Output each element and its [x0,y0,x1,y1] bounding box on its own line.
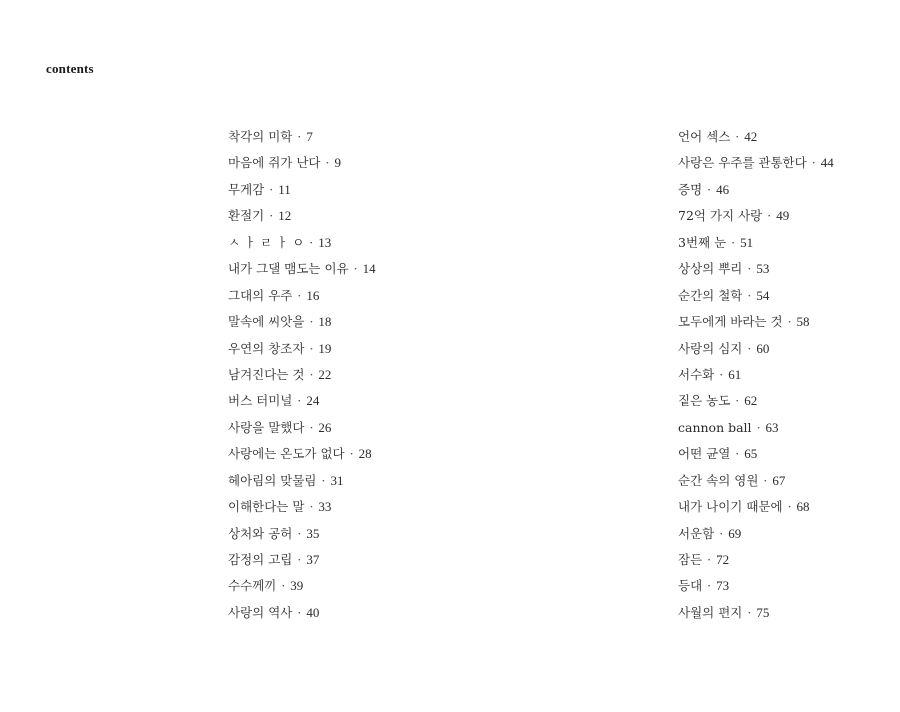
toc-entry-page-number: 7 [306,129,313,144]
toc-entry-title: ㅅ ㅏ ㄹ ㅏ ㅇ [228,234,305,250]
toc-entry-title: 사랑의 역사 [228,604,293,620]
toc-entry[interactable] [228,417,528,443]
toc-entry[interactable] [228,152,528,178]
toc-entry-separator: · [811,155,816,171]
toc-entry-separator: · [281,578,286,594]
toc-entry[interactable] [678,496,888,522]
toc-entry-page-number: 39 [290,578,304,594]
toc-entry-title: 서수화 [678,366,715,382]
toc-entry-page-number: 9 [334,155,341,171]
toc-entry-page-number: 65 [744,446,758,462]
toc-entry-separator: · [767,208,772,224]
toc-entry-page-number: 68 [796,499,810,515]
toc-entry-separator: · [747,287,752,303]
toc-entry-separator: · [707,578,712,594]
toc-entry-page-number: 60 [756,340,770,356]
toc-entry-separator: · [349,446,354,462]
toc-entry-separator: · [309,419,314,435]
toc-entry[interactable] [678,443,888,469]
toc-entry-page-number: 18 [318,314,332,330]
toc-entry[interactable] [228,470,528,496]
toc-entry-title: 증명 [678,181,703,197]
toc-entry-page-number: 51 [740,234,754,250]
toc-entry-separator: · [787,314,792,330]
toc-entry[interactable] [228,258,528,284]
toc-entry-title: 언어 섹스 [678,129,731,144]
toc-entry-page-number: 12 [278,208,292,224]
toc-entry[interactable] [678,364,888,390]
toc-entry-title: 이해한다는 말 [228,499,305,515]
toc-entry-separator: · [297,604,302,620]
toc-entry-page-number: 63 [765,419,779,435]
toc-entry-title: 모두에게 바라는 것 [678,314,783,330]
toc-entry-page-number: 73 [716,578,730,594]
toc-entry-page-number: 69 [728,525,742,541]
toc-entry-separator: · [325,155,330,171]
toc-entry[interactable] [228,285,528,311]
toc-entry-page-number: 11 [278,181,291,197]
toc-entry-separator: · [269,208,274,224]
toc-entry-title: 감정의 고립 [228,552,293,567]
toc-entry-page-number: 16 [306,287,320,303]
toc-entry[interactable] [678,126,888,152]
toc-entry-page-number: 28 [358,446,372,462]
toc-entry-title: 72억 가지 사랑 [678,208,763,224]
toc-entry-page-number: 33 [318,499,332,515]
toc-entry-separator: · [747,604,752,620]
toc-entry-separator: · [731,234,736,250]
toc-entry-title: 사랑에는 온도가 없다 [228,446,345,462]
toc-entry-separator: · [353,261,358,277]
toc-entry[interactable] [228,602,528,628]
toc-entry-title: 사월의 편지 [678,604,743,620]
toc-entry-separator: · [735,446,740,462]
toc-entry-page-number: 44 [820,155,834,171]
toc-entry[interactable] [678,179,888,205]
toc-entry[interactable] [228,549,528,575]
toc-entry-separator: · [309,234,314,250]
toc-entry-separator: · [707,181,712,197]
toc-entry-separator: · [297,525,302,541]
toc-entry-separator: · [747,340,752,356]
toc-entry-title: 서운함 [678,525,715,541]
toc-entry-page-number: 58 [796,314,810,330]
toc-entry[interactable] [228,364,528,390]
toc-entry[interactable] [678,258,888,284]
toc-entry-title: 말속에 씨앗을 [228,314,305,330]
toc-entry[interactable] [228,126,528,152]
toc-entry-title: 헤아림의 맞물림 [228,472,317,488]
toc-entry-separator: · [297,287,302,303]
toc-entry-separator: · [309,314,314,330]
toc-entry-title: cannon ball [678,419,752,435]
toc-entry[interactable] [228,205,528,231]
toc-entry[interactable] [228,443,528,469]
toc-entry-title: 버스 터미널 [228,393,293,409]
toc-entry-separator: · [707,552,712,567]
toc-entry-page-number: 14 [362,261,376,277]
toc-entry-page-number: 46 [716,181,730,197]
toc-entry-page-number: 72 [716,552,730,567]
toc-entry-page-number: 19 [318,340,332,356]
toc-entry-separator: · [297,552,302,567]
toc-entry-title: 상처와 공허 [228,525,293,541]
toc-entry-title: 잠든 [678,552,703,567]
toc-entry-page-number: 31 [330,472,344,488]
toc-entry[interactable] [228,338,528,364]
toc-entry-page-number: 37 [306,552,320,567]
toc-entry-page-number: 42 [744,129,758,144]
toc-entry-title: 짙은 농도 [678,393,731,409]
toc-entry[interactable] [228,496,528,522]
toc-entry[interactable] [678,470,888,496]
toc-entry-page-number: 22 [318,366,332,382]
toc-entry-title: 사랑의 심지 [678,340,743,356]
toc-entry-page-number: 61 [728,366,742,382]
toc-entry-title: 우연의 창조자 [228,340,305,356]
toc-entry[interactable] [678,390,888,416]
toc-entry[interactable] [678,285,888,311]
toc-entry-separator: · [321,472,326,488]
toc-entry[interactable] [228,311,528,337]
toc-entry[interactable] [678,523,888,549]
toc-entry[interactable] [678,152,888,178]
toc-entry[interactable] [228,390,528,416]
toc-entry[interactable] [678,602,888,628]
toc-entry-title: 등대 [678,578,703,594]
toc-entry-separator: · [297,129,302,144]
toc-entry-separator: · [309,499,314,515]
toc-entry-separator: · [787,499,792,515]
toc-entry[interactable] [678,205,888,231]
toc-entry-title: 착각의 미학 [228,129,293,144]
toc-entry-title: 마음에 쥐가 난다 [228,155,321,171]
toc-entry-title: 내가 그댈 맴도는 이유 [228,261,349,277]
toc-entry-title: 순간 속의 영원 [678,472,759,488]
toc-entry-separator: · [269,181,274,197]
toc-right-column [678,126,888,628]
toc-entry-separator: · [756,419,761,435]
toc-entry-title: 3번째 눈 [678,234,727,250]
toc-entry-separator: · [763,472,768,488]
toc-entry-page-number: 24 [306,393,320,409]
toc-entry-page-number: 67 [772,472,786,488]
toc-entry-title: 수수께끼 [228,578,277,594]
toc-entry[interactable] [678,338,888,364]
toc-entry[interactable] [678,232,888,258]
toc-entry-page-number: 40 [306,604,320,620]
toc-left-column [228,126,528,628]
toc-entry-page-number: 35 [306,525,320,541]
toc-entry-separator: · [309,340,314,356]
toc-entry-separator: · [735,393,740,409]
toc-entry-page-number: 26 [318,419,332,435]
toc-entry-title: 무게감 [228,181,265,197]
toc-entry-title: 어떤 균열 [678,446,731,462]
toc-entry-title: 내가 나이기 때문에 [678,499,783,515]
toc-entry[interactable] [228,575,528,601]
toc-entry-title: 사랑은 우주를 관통한다 [678,155,807,171]
contents-heading: contents [46,61,94,76]
toc-entry[interactable] [228,179,528,205]
toc-entry-page-number: 54 [756,287,770,303]
toc-entry-title: 상상의 뿌리 [678,261,743,277]
toc-entry[interactable] [228,232,528,258]
toc-entry-separator: · [747,261,752,277]
toc-entry-separator: · [309,366,314,382]
toc-entry[interactable] [228,523,528,549]
toc-entry-page-number: 62 [744,393,758,409]
toc-entry-separator: · [719,525,724,541]
toc-entry[interactable] [678,549,888,575]
toc-entry[interactable] [678,417,888,443]
toc-entry[interactable] [678,311,888,337]
toc-entry-page-number: 75 [756,604,770,620]
toc-entry-title: 환절기 [228,208,265,224]
toc-entry-page-number: 53 [756,261,770,277]
toc-entry-title: 순간의 철학 [678,287,743,303]
toc-entry-title: 그대의 우주 [228,287,293,303]
toc-entry[interactable] [678,575,888,601]
toc-entry-page-number: 13 [318,234,332,250]
toc-entry-page-number: 49 [776,208,790,224]
toc-entry-separator: · [735,129,740,144]
toc-entry-separator: · [719,366,724,382]
toc-entry-title: 남겨진다는 것 [228,366,305,382]
toc-entry-title: 사랑을 말했다 [228,419,305,435]
toc-entry-separator: · [297,393,302,409]
